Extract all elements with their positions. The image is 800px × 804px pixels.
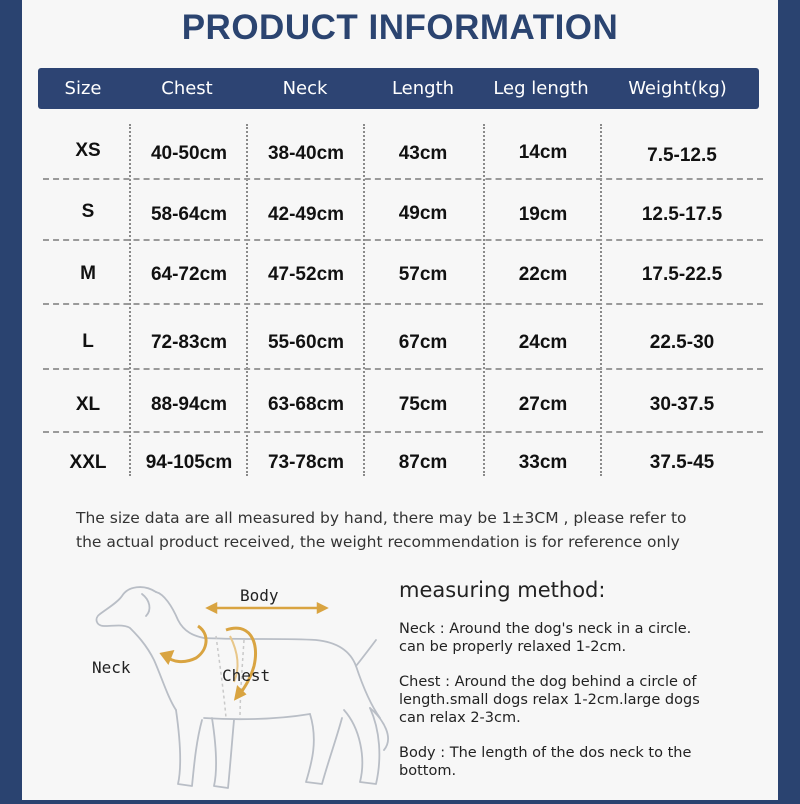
body-label: Body (240, 586, 279, 605)
cell-size: L (82, 331, 94, 352)
column-divider (246, 124, 248, 476)
header-leg-length: Leg length (493, 78, 589, 99)
cell-weight: 17.5-22.5 (641, 264, 723, 285)
neck-arrow (162, 626, 206, 662)
body-instructions (399, 744, 759, 780)
instruction-line: can relax 2-3cm. (399, 710, 521, 726)
cell-length: 43cm (398, 143, 448, 164)
header-size: Size (64, 78, 102, 99)
row-divider (43, 303, 763, 305)
chest-instructions (399, 673, 759, 727)
instruction-line: Neck : Around the dog's neck in a circle. (399, 621, 692, 637)
size-table (43, 120, 763, 480)
cell-neck: 47-52cm (267, 264, 345, 285)
cell-weight: 37.5-45 (649, 452, 715, 473)
cell-neck: 38-40cm (267, 143, 345, 164)
cell-leg-length: 22cm (518, 264, 568, 285)
table-header (38, 68, 759, 109)
cell-length: 87cm (398, 452, 448, 473)
cell-leg-length: 27cm (518, 394, 568, 415)
disclaimer-line: The size data are all measured by hand, there may be 1±3CM , please refer to (76, 509, 687, 527)
instruction-line: Body : The length of the dos neck to the (399, 745, 692, 761)
chest-label: Chest (222, 666, 271, 685)
cell-weight: 7.5-12.5 (647, 145, 717, 166)
instruction-line: can be properly relaxed 1-2cm. (399, 639, 627, 655)
cell-chest: 88-94cm (150, 394, 228, 415)
cell-size: XL (75, 394, 101, 415)
cell-leg-length: 33cm (518, 452, 568, 473)
disclaimer-line: the actual product received, the weight recommendation is for reference only (76, 533, 680, 551)
cell-length: 67cm (398, 332, 448, 353)
cell-leg-length: 24cm (518, 332, 568, 353)
column-divider (600, 124, 602, 476)
cell-chest: 64-72cm (150, 264, 228, 285)
instruction-line: length.small dogs relax 1-2cm.large dogs (399, 692, 700, 708)
product-info-sheet (22, 0, 778, 800)
instruction-line: bottom. (399, 763, 457, 779)
header-length: Length (391, 78, 455, 99)
cell-neck: 73-78cm (267, 452, 345, 473)
cell-size: XS (75, 140, 101, 161)
page-title: PRODUCT INFORMATION (181, 8, 619, 47)
cell-chest: 58-64cm (150, 204, 228, 225)
cell-neck: 63-68cm (267, 394, 345, 415)
cell-neck: 55-60cm (267, 332, 345, 353)
cell-chest: 40-50cm (150, 143, 228, 164)
cell-length: 49cm (398, 203, 448, 224)
cell-leg-length: 14cm (518, 142, 568, 163)
row-divider (43, 239, 763, 241)
cell-length: 57cm (398, 264, 448, 285)
measuring-method (399, 578, 759, 797)
column-divider (363, 124, 365, 476)
cell-chest: 72-83cm (150, 332, 228, 353)
cell-weight: 12.5-17.5 (641, 204, 723, 225)
cell-neck: 42-49cm (267, 204, 345, 225)
body-arrow (208, 604, 326, 612)
cell-size: M (80, 263, 96, 284)
header-chest: Chest (161, 78, 213, 99)
column-divider (129, 124, 131, 476)
cell-size: S (81, 201, 95, 222)
instruction-line: Chest : Around the dog behind a circle of (399, 674, 697, 690)
cell-weight: 30-37.5 (649, 394, 715, 415)
dog-measurement-diagram (84, 570, 404, 800)
cell-chest: 94-105cm (145, 452, 233, 473)
cell-weight: 22.5-30 (649, 332, 715, 353)
cell-size: XXL (69, 452, 107, 473)
column-divider (483, 124, 485, 476)
header-weight: Weight(kg) (628, 78, 727, 99)
cell-leg-length: 19cm (518, 204, 568, 225)
method-title: measuring method: (399, 578, 606, 602)
row-divider (43, 431, 763, 433)
header-neck: Neck (282, 78, 328, 99)
measurement-disclaimer (76, 506, 756, 554)
cell-length: 75cm (398, 394, 448, 415)
row-divider (43, 368, 763, 370)
neck-label: Neck (92, 658, 131, 677)
row-divider (43, 178, 763, 180)
neck-instructions (399, 620, 759, 656)
